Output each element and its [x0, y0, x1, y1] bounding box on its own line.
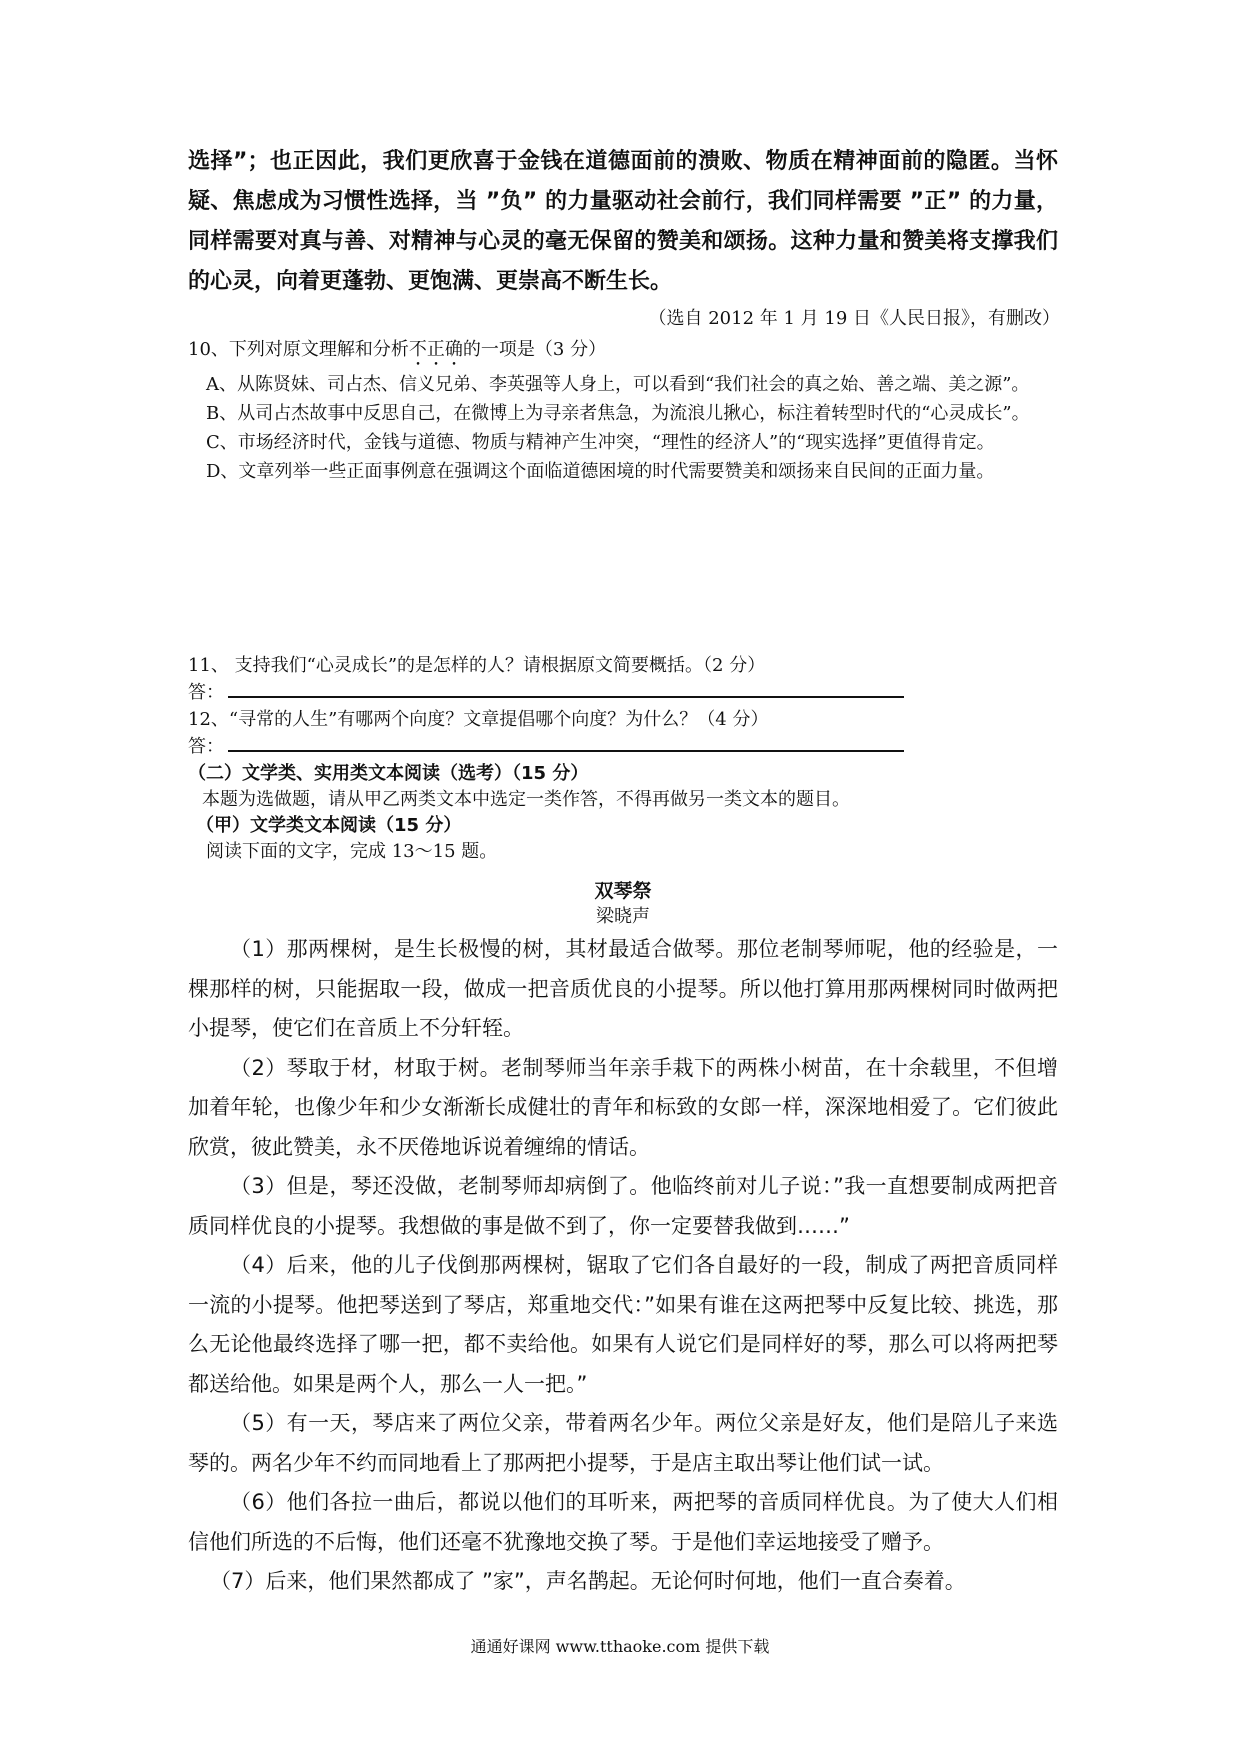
option-b: B、从司占杰故事中反思自己，在微博上为寻亲者焦急，为流浪儿揪心，标注着转型时代的“心灵成长”。	[206, 403, 1030, 424]
story-paragraph: （5）有一天，琴店来了两位父亲，带着两名少年。两位父亲是好友，他们是陪儿子来选琴的。两名少年不约而同地看上了那两把小提琴，于是店主取出琴让他们试一试。	[188, 1411, 1058, 1475]
question-11-text: 11、 支持我们“心灵成长”的是怎样的人？请根据原文简要概括。（2 分）	[188, 655, 766, 676]
intro-paragraph: 选择”；也正因此，我们更欣喜于金钱在道德面前的溃败、物质在精神面前的隐匿。当怀疑、焦虑成为习惯性选择，当 ”负” 的力量驱动社会前行，我们同样需要 ”正” 的力量，同样需要对真与善、对精神与心灵的毫无保留的赞美和颂扬。这种力量和赞美将支撑我们的心灵，向着更蓬勃、更饱满、更崇高不断生长。	[188, 149, 1058, 294]
answer-line[interactable]	[228, 680, 904, 698]
option-c: C、市场经济时代，金钱与道德、物质与精神产生冲突，“理性的经济人”的“现实选择”更值得肯定。	[206, 432, 995, 453]
section-instruction: 本题为选做题，请从甲乙两类文本中选定一类作答，不得再做另一类文本的题目。	[202, 789, 850, 810]
answer-row	[188, 733, 1058, 760]
option-a: A、从陈贤妹、司占杰、信义兄弟、李英强等人身上，可以看到“我们社会的真之始、善之端、美之源”。	[206, 374, 1030, 395]
story-paragraph: （4）后来，他的儿子伐倒那两棵树，锯取了它们各自最好的一段，制成了两把音质同样一流的小提琴。他把琴送到了琴店，郑重地交代：”如果有谁在这两把琴中反复比较、挑选，那么无论他最终选择了哪一把，都不卖给他。如果有人说它们是同样好的琴，那么可以将两把琴都送给他。如果是两个人，那么一人一把。”	[188, 1253, 1058, 1396]
question-12	[188, 706, 1058, 760]
story-author: 梁晓声	[596, 906, 650, 927]
question-10-stem: 10、下列对原文理解和分析不正确的一项是（3 分）	[188, 339, 607, 360]
answer-label: 答：	[188, 736, 224, 757]
story-header	[188, 878, 1058, 930]
story-title: 双琴祭	[594, 880, 652, 902]
reading-prompt: 阅读下面的文字，完成 13～15 题。	[206, 841, 498, 862]
question-10	[188, 335, 1058, 486]
option-d: D、文章列举一些正面事例意在强调这个面临道德困境的时代需要赞美和颂扬来自民间的正面力量。	[206, 461, 995, 482]
story-paragraph: （3）但是，琴还没做，老制琴师却病倒了。他临终前对儿子说：”我一直想要制成两把音质同样优良的小提琴。我想做的事是做不到了，你一定要替我做到……”	[188, 1174, 1058, 1238]
story-paragraph: （1）那两棵树，是生长极慢的树，其材最适合做琴。那位老制琴师呢，他的经验是，一棵那样的树，只能据取一段，做成一把音质优良的小提琴。所以他打算用那两棵树同时做两把小提琴，使它们在音质上不分轩轾。	[188, 937, 1058, 1040]
story-paragraph: （6）他们各拉一曲后，都说以他们的耳听来，两把琴的音质同样优良。为了使大人们相信他们所选的不后悔，他们还毫不犹豫地交换了琴。于是他们幸运地接受了赠予。	[188, 1490, 1058, 1554]
intro-text	[188, 142, 1058, 302]
answer-row	[188, 679, 1058, 706]
subsection-heading: （甲）文学类文本阅读（15 分）	[196, 815, 462, 836]
answer-label: 答：	[188, 682, 224, 703]
answer-line[interactable]	[228, 734, 904, 752]
source-note: （选自 2012 年 1 月 19 日《人民日报》，有删改）	[648, 308, 1060, 329]
story-paragraph: （7）后来，他们果然都成了 ”家”，声名鹊起。无论何时何地，他们一直合奏着。	[210, 1569, 966, 1593]
section-2	[188, 761, 1058, 865]
section-heading: （二）文学类、实用类文本阅读（选考）（15 分）	[188, 763, 589, 784]
question-11	[188, 652, 1058, 706]
story-body	[188, 930, 1058, 1602]
story-paragraph: （2）琴取于材，材取于树。老制琴师当年亲手栽下的两株小树苗，在十余载里，不但增加着年轮，也像少年和少女渐渐长成健壮的青年和标致的女郎一样，深深地相爱了。它们彼此欣赏，彼此赞美，永不厌倦地诉说着缠绵的情话。	[188, 1055, 1058, 1159]
page-footer: 通通好课网 www.tthaoke.com 提供下载	[470, 1637, 770, 1656]
emphasis-dots: 不正确	[408, 339, 463, 360]
question-12-text: 12、“寻常的人生”有哪两个向度？文章提倡哪个向度？为什么？（4 分）	[188, 709, 769, 730]
